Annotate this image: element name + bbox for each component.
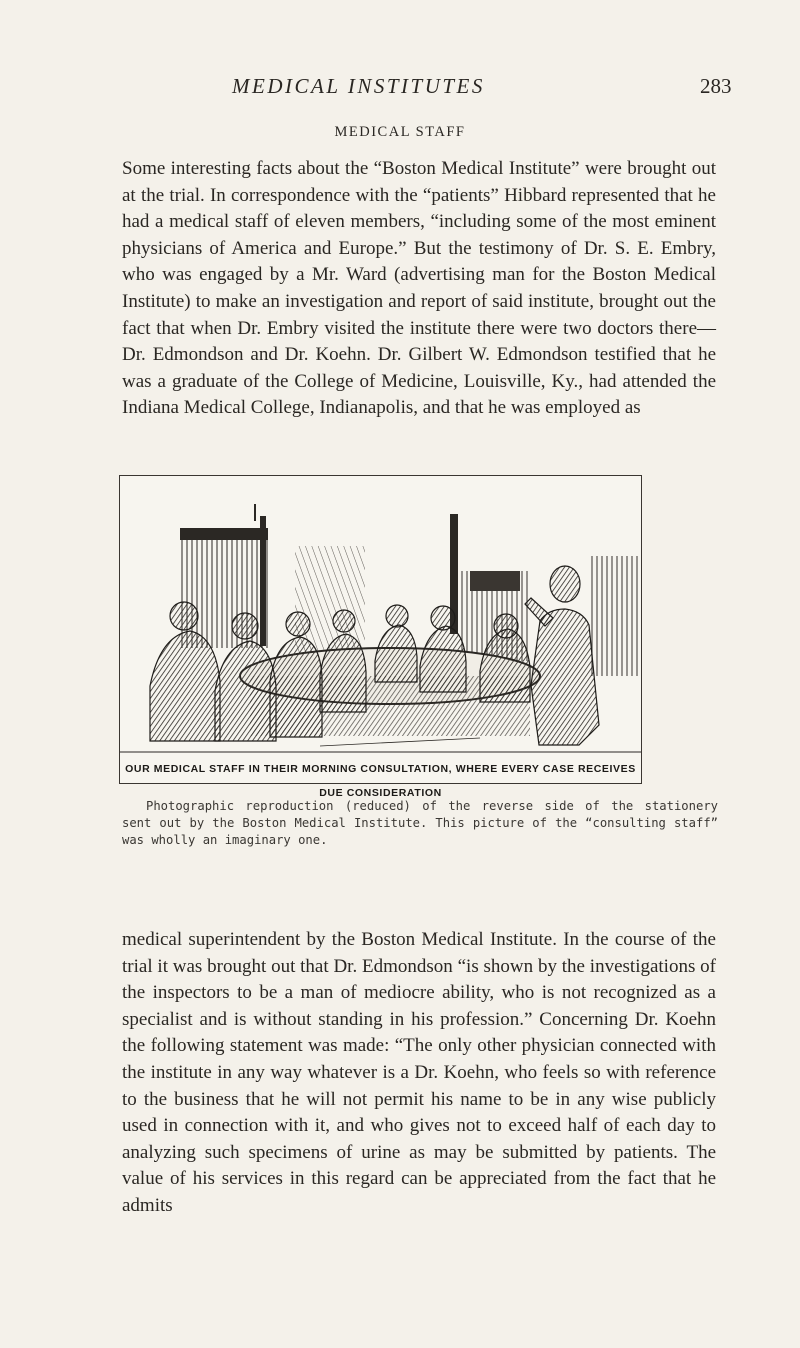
body-paragraph-1: Some interesting facts about the “Boston Medical Institute” were brought out at the trial. In correspondence with the “patients” Hibbard represented that he had a medical staff of eleven members, “including some of the most eminent physicians of America and Europe.” But the testimony of Dr. S. E. Embry, who was engaged by a Mr. Ward (advertising man for the Boston Medical Institute) to make an investigation and report of said institute, brought out the fact that when Dr. Embry visited the institute there were two doctors there—Dr. Edmondson and Dr. Koehn. Dr. Gilbert W. Edmondson testified that he was a graduate of the College of Medicine, Louisville, Ky., had attended the Indiana Medical College, Indianapolis, and that he was employed as	[122, 158, 716, 419]
body-paragraph-2: medical superintendent by the Boston Medical Institute. In the course of the trial it was brought out that Dr. Edmondson “is shown by the investigations of the inspectors to be a man of mediocre ability, who is not recognized as a specialist and is without standing in his profession.” Concerning Dr. Koehn the following statement was made: “The only other physician connected with the institute in any way whatever is a Dr. Koehn, who feels so with reference to the business that he will not permit his name to be in any wise publicly used in connection with it, and who gives not to exceed half of each day to analyzing such specimens of urine as may be submitted by patients. The value of his services in this regard can be appreciated from the fact that he admits	[122, 929, 716, 1216]
running-head	[0, 70, 800, 100]
section-heading: MEDICAL STAFF	[334, 124, 466, 140]
engraving-caption: OUR MEDICAL STAFF IN THEIR MORNING CONSULTATION, WHERE EVERY CASE RECEIVES DUE CONSIDERATION	[125, 763, 636, 799]
running-head-title: MEDICAL INSTITUTES	[232, 74, 485, 98]
engraving-figure	[119, 475, 642, 799]
figure-caption: Photographic reproduction (reduced) of the reverse side of the stationery sent out by the Boston Medical Institute. This picture of the “consulting staff” was wholly an imaginary one.	[122, 799, 718, 847]
page-number: 283	[700, 74, 732, 98]
consultation-engraving	[120, 476, 641, 799]
